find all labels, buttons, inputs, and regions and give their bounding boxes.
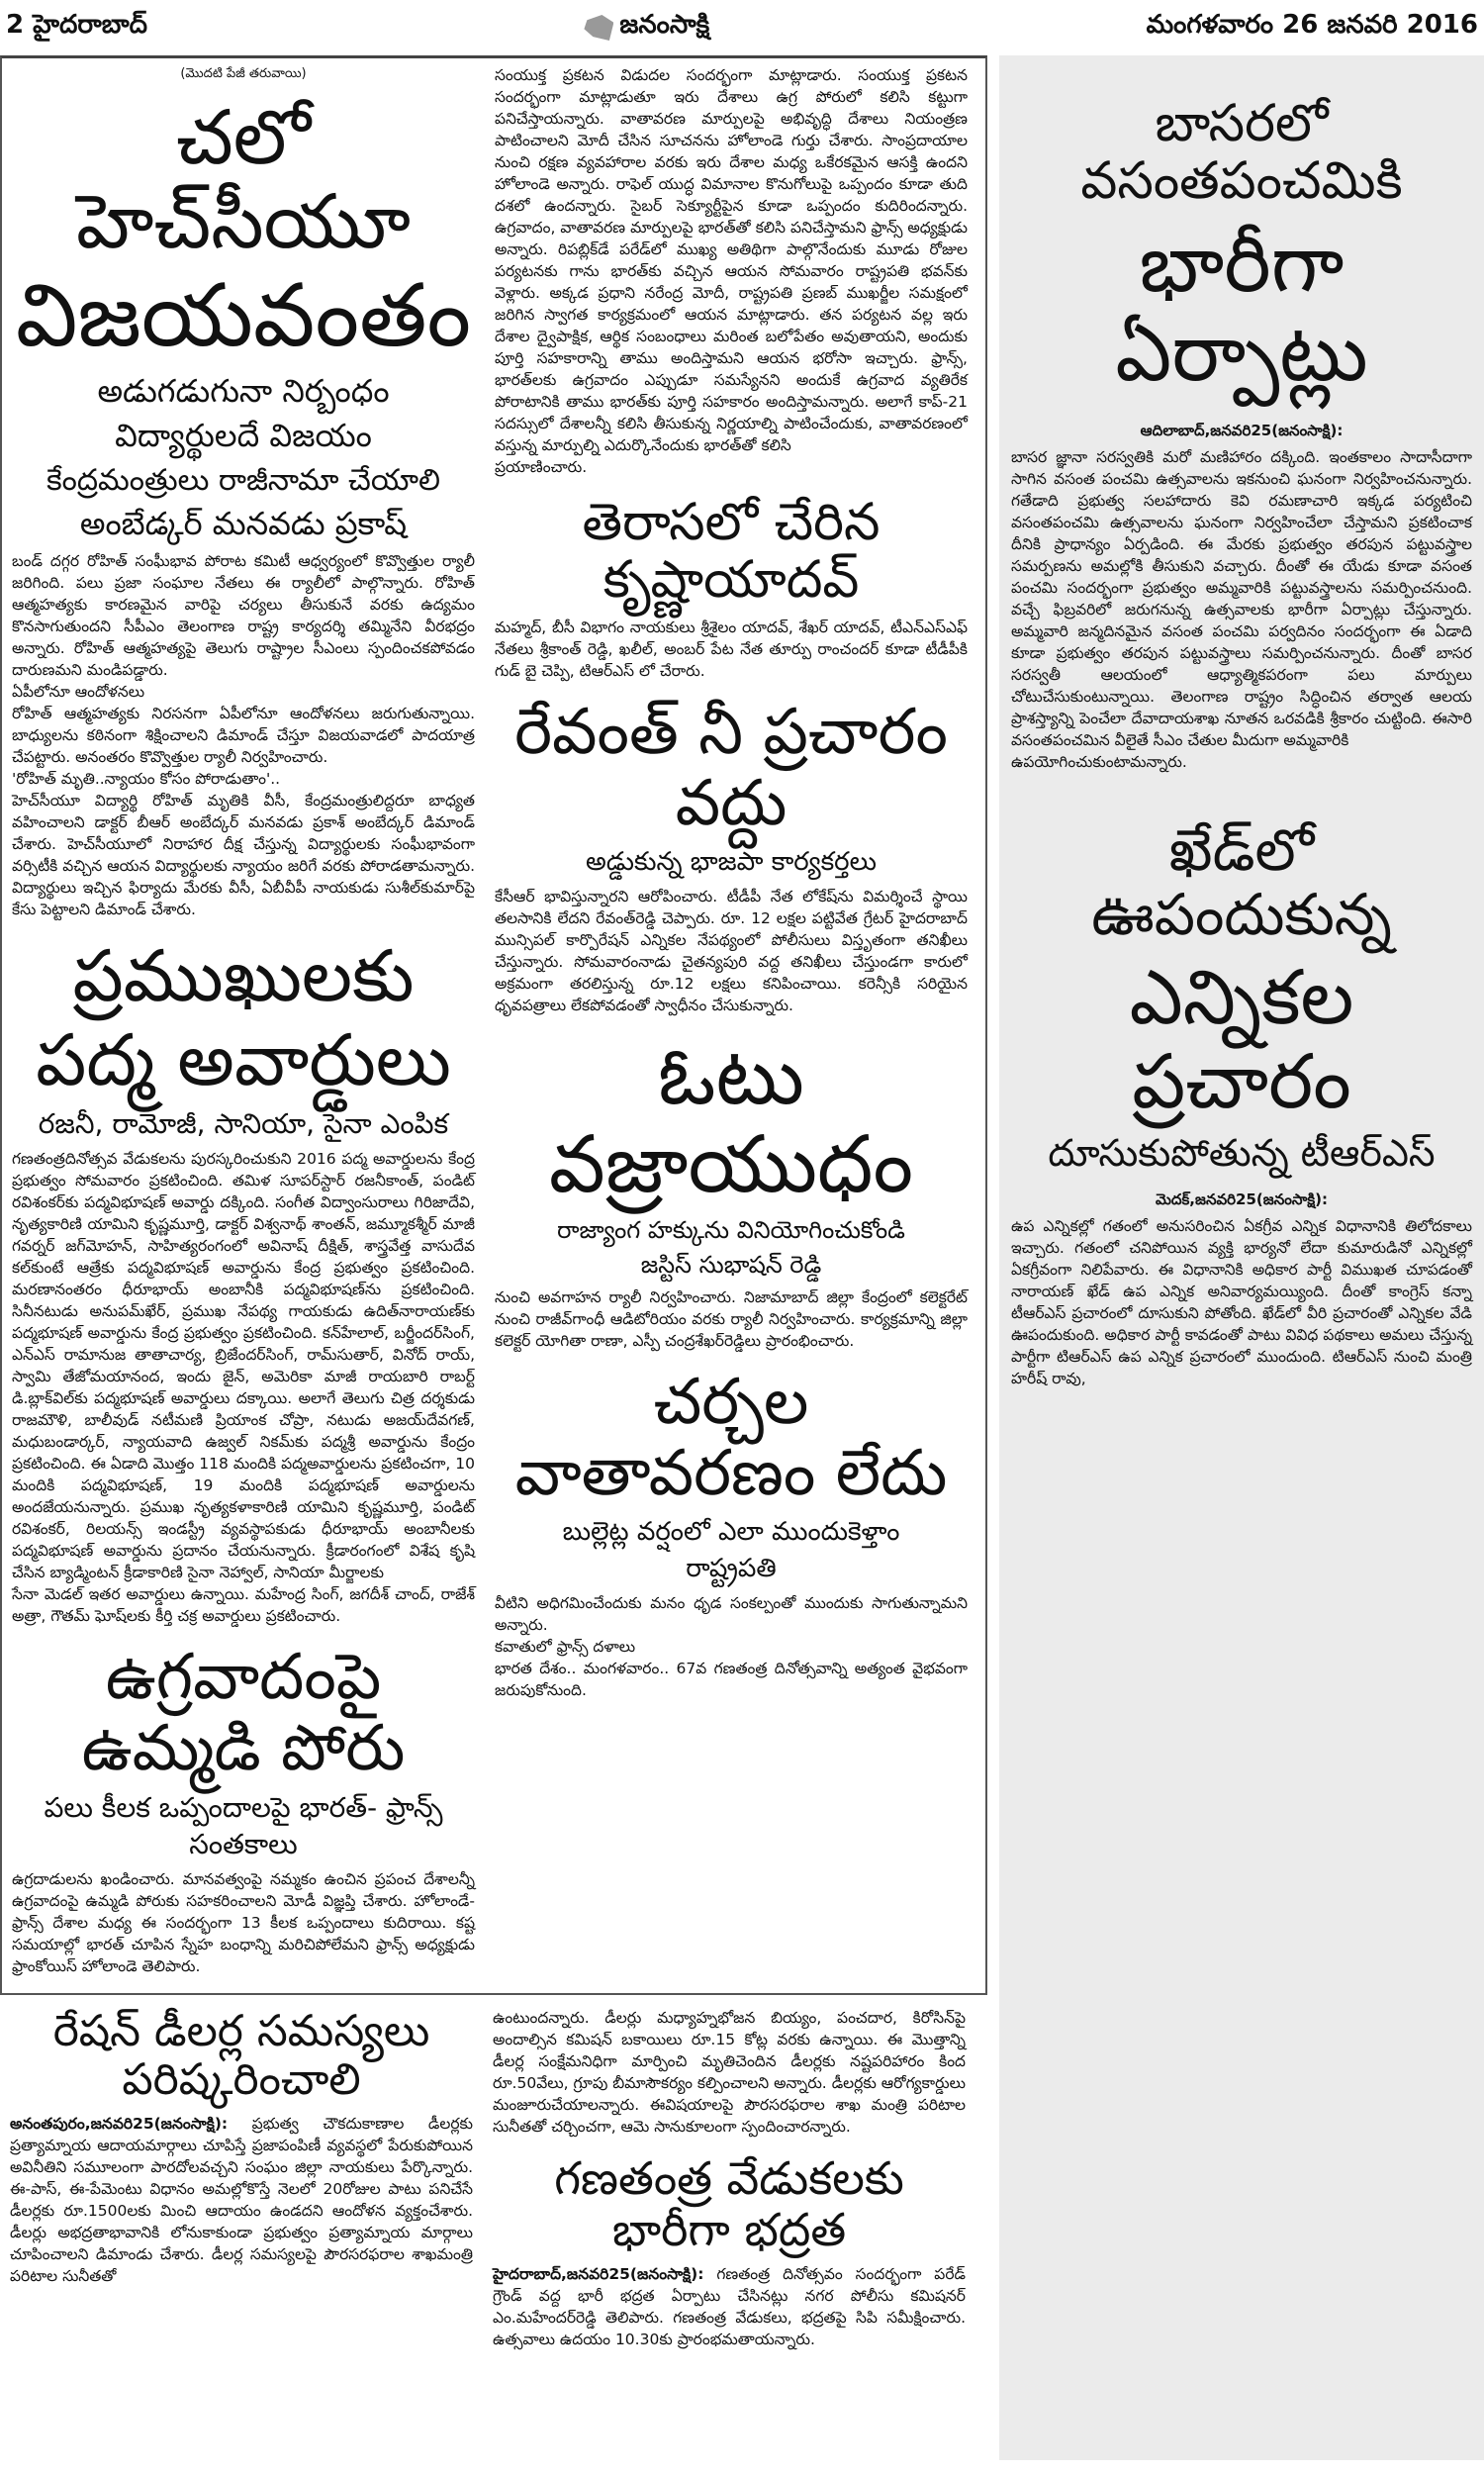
vote-subhead: రాజ్యాంగ హక్కును వినియోగించుకోండి <box>557 1215 905 1244</box>
page-edition <box>6 10 147 46</box>
krishna-body: మహ్మద్, బీసీ విభాగం నాయకులు శ్రీశైలం యాదవ్, శేఖర్ యాదవ్, టీఎన్ఎస్ఎఫ్ నేతలు శ్రీకాంత్ రెడ్డి, ఖలీల్, అంబర్ పేట నేత తూర్పు రాంచందర్ కూడా టీడీపీకి గుడ్ బై చెప్పి, టిఆర్ఎస్ లో చేరారు. <box>495 618 968 681</box>
paragraph: సంయుక్త ప్రకటన విడుదల సందర్భంగా మాట్లాడారు. సంయుక్త ప్రకటన సందర్భంగా మాట్లాడుతూ ఇరు దేశాలు ఉగ్ర పోరులో కలిసి కట్టుగా పనిచేస్తాయన్నారు. వాతావరణ మార్పులపై అభివృద్ధి దేశాలు నియంత్రణ పాటించాలని మోదీ చేసిన సూచనను హోలాండె గుర్తు చేశారు. సాంప్రదాయాల నుంచి రక్షణ వ్యవహారాల వరకు ఇరు దేశాల మధ్య ఒకేరకమైన ఆసక్తి ఉందని హోలాండె అన్నారు. రాఫెల్ యుద్ధ విమానాల కొనుగోలుపై ఒప్పందం కూడా తుది దశలో ఉందన్నారు. సైబర్ సెక్యూర్టీపైన కూడా ఒప్పందం కుదిరిందన్నారు. ఉగ్రవాదం, వాతావరణ మార్పులపై భారత్‌తో కలిసి పనిచేస్తామని ఫ్రాన్స్ అధ్యక్షుడు అన్నారు. రిపబ్లిక్‌డే పరేడ్‌లో ముఖ్య అతిథిగా పాల్గొనేందుకు మూడు రోజుల పర్యటనకు గాను భారత్‌కు వచ్చిన ఆయన సోమవారం రాష్ట్రపతి భవన్‌కు వెళ్లారు. అక్కడ ప్రధాని నరేంద్ర మోదీ, రాష్ట్రపతి ప్రణబ్ ముఖర్జీల సమక్షంలో జరిగిన స్వాగత కార్యక్రమంలో ఆయన మాట్లాడారు. తన పర్యటన వల్ల ఇరు దేశాల ద్వైపాక్షిక, ఆర్థిక సంబంధాలు మరింత బలోపేతం అవుతాయని, అందుకు పూర్తి సహకారాన్ని తాము అందిస్తామని ఆయన భరోసా ఇచ్చారు. ఫ్రాన్స్, భారత్‌లకు ఉగ్రవాదం ఎప్పుడూ సమస్యేనని అందుకే ఉగ్రవాద వ్యతిరేక పోరాటానికి తాము భారత్‌కు పూర్తి సహకారం అందిస్తామన్నారు. అలాగే కాప్-21 సదస్సులో దేశాలన్నీ కలిసి తీసుకున్న నిర్ణయాల్ని పాటించేందుకు, వాతావరణంలో వస్తున్న మార్పుల్ని ఎదుర్కొనేందుకు భారత్‌తో కలిసి <box>495 66 968 454</box>
khed-headline-2: ఎన్నికల ప్రచారం <box>1129 953 1354 1126</box>
hcu-subhead: అంబేడ్కర్ మనవడు ప్రకాష్ <box>79 504 408 542</box>
president-headline: చర్చల వాతావరణం లేదు <box>514 1366 948 1510</box>
paragraph: గణతంత్రదినోత్సవ వేడుకలను పురస్కరించుకుని 2016 పద్మ అవార్డులను కేంద్ర ప్రభుత్వం సోమవారం ప్రకటించింది. తమిళ సూపర్‌స్టార్ రజనీకాంత్, పండిట్ రవిశంకర్‌కు పద్మవిభూషణ్ అవార్డు దక్కింది. సంగీత విద్వాంసురాలు గిరిజాదేవి, నృత్యకారిణి యామిని కృష్ణమూర్తి, డాక్టర్ విశ్వనాథ్ శాంతన్, జమ్మూకశ్మీర్ మాజీ గవర్నర్ జగ్‌మోహన్, సాహిత్యరంగంలో అవినాష్ దీక్షిత్, శాస్త్రవేత్త వాసుదేవ కల్‌కుంటే ఆత్రేకు పద్మవిభూషణ్ అవార్డును కేంద్ర ప్రభుత్వం ప్రకటించింది. మరణానంతరం ధీరూభాయ్ అంబానీకి పద్మవిభూషణ్‌ను ప్రకటించింది. సినీనటుడు అనుపమ్‌ఖేర్, ప్రముఖ నేపథ్య గాయకుడు ఉదిత్‌నారాయణ్‌కు పద్మభూషణ్ అవార్డును కేంద్ర ప్రభుత్వం ప్రకటించింది. కన్‌హేలాల్, బర్జీందర్‌సింగ్, ఎన్ఎస్ రామానుజ తాతాచార్య, బ్రిజేందర్‌సింగ్, రామ్‌సుతార్, వినోద్ రాయ్, స్వామి తేజోమయానంద, ఇందు జైన్, అమెరికా మాజీ రాయబారి రాబర్ట్ డి.బ్లాక్‌విల్‌కు పద్మభూషణ్ అవార్డులు దక్కాయి. అలాగే తెలుగు చిత్ర దర్శకుడు రాజమౌళి, బాలీవుడ్ నటీమణి ప్రియాంక చోప్రా, నటుడు అజయ్‌దేవగణ్, మధుబండార్కర్, న్యాయవాది ఉజ్వల్ నికమ్‌కు పద్మశ్రీ అవార్డును కేంద్రం ప్రకటించింది. ఈ ఏడాది మొత్తం 118 మందికి పద్మఅవార్డులను ప్రకటించగా, 10 మందికి పద్మవిభూషణ్, 19 మందికి పద్మభూషణ్ అవార్డులను అందజేయనున్నారు. ప్రముఖ నృత్యకళాకారిణి యామిని కృష్ణమూర్తి, పండిట్ రవిశంకర్, రిలయన్స్ ఇండస్ట్రీ వ్యవస్థాపకుడు ధీరూభాయ్ అంబానీలకు పద్మవిభూషణ్ అవార్డును ప్రదానం చేయనున్నారు. క్రీడారంగంలో విశేష కృషి చేసిన బ్యాడ్మింటన్ క్రీడాకారిణి సైనా నెహ్వాల్, సానియా మీర్జాలకు <box>12 1150 475 1582</box>
paragraph: హెచ్‌సీయూ విద్యార్థి రోహిత్ మృతికి వీసీ, కేంద్రమంత్రులిద్దరూ బాధ్యత వహించాలని డాక్టర్ బీఆర్ అంబేద్కర్ మనవడు ప్రకాశ్ అంబేద్కర్ డిమాండ్ చేశారు. హెచ్‌సీయూలో నిరాహార దీక్ష చేస్తున్న విద్యార్థులకు సంఘీభావంగా వర్సిటీకి వచ్చిన ఆయన విద్యార్థులకు న్యాయం జరిగే వరకు పోరాడతామన్నారు. విద్యార్థులు ఇచ్చిన ఫిర్యాదు మేరకు వీసీ, ఏబీవీపీ నాయకుడు సుశీల్‌కుమార్‌పై కేసు పెట్టాలని డిమాండ్ చేశారు. <box>12 792 475 919</box>
right-panel <box>999 55 1484 2460</box>
padma-headline-2: పద్మ అవార్డులు <box>36 1018 451 1102</box>
crosshead: కవాతులో ఫ్రాన్స్ దళాలు <box>495 1638 636 1657</box>
hcu-subhead: కేంద్రమంత్రులు రాజీనామా చేయాలి <box>46 462 441 498</box>
paragraph: గణతంత్ర దినోత్సవం సందర్భంగా పరేడ్ గ్రౌండ్ వద్ద భారీ భద్రత ఏర్పాటు చేసినట్లు నగర పోలీసు కమిషనర్ ఎం.మహేందర్‌రెడ్డి తెలిపారు. గణతంత్ర వేడుకలు, భద్రతపై సిపి సమీక్షించారు. ఉత్సవాలు ఉదయం 10.30కు ప్రారంభమతాయన్నారు. <box>493 2265 966 2349</box>
bottom-section <box>0 1995 987 2356</box>
ration-dateline: అనంతపురం,జనవరి25(జనంసాక్షి): <box>10 2114 229 2133</box>
newspaper-logo <box>584 10 709 46</box>
krishna-headline: తెరాసలో చేరిన కృష్ణాయాదవ్ <box>582 493 881 611</box>
logo-text: జనంసాక్షి <box>619 10 710 40</box>
paragraph: బాసర జ్ఞానా సరస్వతికి మరో మణిహారం దక్కింది. ఇంతకాలం సాదాసీదాగా సాగిన వసంత పంచమి ఉత్సవాలను ఇకనుంచి ఘనంగా నిర్వహించనున్నారు. గతేడాది ప్రభుత్వ సలహాదారు కెవి రమణాచారి ఇక్కడ పర్యటించి వసంతపంచమి ఉత్సవాలను ఘనంగా నిర్వహించేలా చేస్తామని ప్రకటించాక దీనికి ప్రాధాన్యం ఏర్పడింది. ఈ మేరకు ప్రభుత్వం తరపున పట్టువస్త్రాల సమర్పణను అమల్లోకి తీసుకుని వచ్చారు. దీంతో ఈ యేడు కూడా వసంత పంచమి సందర్భంగా ప్రభుత్వం అమ్మవారికి పట్టువస్త్రాలను సమర్పించనుంది. వచ్చే ఫిబ్రవరిలో జరుగనున్న ఉత్సవాలకు భారీగా ఏర్పాట్లు చేస్తున్నారు. అమ్మవారి జన్మదినమైన వసంత పంచమి పర్వదినం సందర్భంగా ఈ ఏడాది కూడా ప్రభుత్వం తరపున పట్టువస్త్రాలు సమర్పించనున్నారు. దీంతో బాసర సరస్వతీ ఆలయంలో ఆధ్యాత్మికపరంగా పలు మార్పులు చోటుచేసుకుంటున్నాయి. తెలంగాణ రాష్ట్రం సిద్ధించిన తర్వాత ఆలయ ప్రాశస్త్యాన్ని పెంచేలా దేవాదాయశాఖ నూతన ఒరవడికి శ్రీకారం చుట్టింది. ఈసారి వసంతపంచమిన వీలైతే సీఎం చేతుల మీదుగా అమ్మవారికి <box>1011 448 1472 750</box>
hcu-headline-2: విజయవంతం <box>15 264 472 367</box>
main-story-box <box>0 55 987 1995</box>
hcu-subhead: అడుగడుగునా నిర్బంధం <box>97 371 390 410</box>
revanth-headline: రేవంత్ నీ ప్రచారం వద్దు <box>514 696 948 841</box>
paragraph: సేనా మెడల్ ఇతర అవార్డులు ఉన్నాయి. మహేంద్ర సింగ్, జగదీశ్ చాంద్, రాజేశ్ అత్రా, గౌతమ్ ఘోష్‌లకు కీర్తి చక్ర అవార్డులు ప్రకటించారు. <box>12 1585 475 1626</box>
republic-dateline: హైదరాబాద్,జనవరి25(జనంసాక్షి): <box>493 2265 704 2284</box>
hcu-headline: చలో హెచ్‌సీయూ <box>75 92 412 265</box>
basara-headline: బాసరలో వసంతపంచమికి <box>1080 94 1403 212</box>
basara-body <box>1011 446 1472 773</box>
paragraph: వీటిని అధిగమించేందుకు మనం ధృడ సంకల్పంతో ముందుకు సాగుతున్నామని అన్నారు. <box>495 1594 968 1635</box>
ration-body <box>10 2113 473 2287</box>
khed-headline: ఖేడ్‌లో ఊపందుకున్న <box>1091 816 1392 949</box>
vote-body: నుంచి అవగాహన ర్యాలీ నిర్వహించారు. నిజామాబాద్ జిల్లా కేంద్రంలో కలెక్టరేట్ నుంచి రాజీవ్‌గాంధీ ఆడిటోరియం వరకు ర్యాలీ నిర్వహించారు. కార్యక్రమాన్ని జిల్లా కలెక్టర్ యోగితా రాణా, ఎస్పీ చంద్రశేఖర్‌రెడ్డిలు ప్రారంభించారు. <box>495 1288 968 1351</box>
president-body <box>495 1592 968 1701</box>
page-number: 2 <box>6 10 25 40</box>
revanth-body: కేసీఆర్ భావిస్తున్నారని ఆరోపించారు. టీడీపీ నేత లోకేష్‌ను విమర్శించే స్థాయి తలసానికి లేదని రేవంత్‌రెడ్డి చెప్పారు. రూ. 12 లక్షల పట్టివేత గ్రేటర్ హైదరాబాద్ మున్సిపల్ కార్పొరేషన్ ఎన్నికల నేపథ్యంలో పోలీసులు విస్తృతంగా తనిఖీలు చేస్తున్నారు. సోమవారంనాడు చైతన్యపురి వద్ద తనిఖీలు చేస్తుండగా కారులో అక్రమంగా తరలిస్తున్న రూ.12 లక్షలు కనిపించాయి. కరెన్సీకి సరియైన ధృవపత్రాలు లేకపోవడంతో స్వాధీనం చేసుకున్నారు. <box>495 887 968 1014</box>
page-body <box>0 55 1484 2460</box>
crosshead: 'రోహిత్ మృతి..న్యాయం కోసం పోరాడుతాం'.. <box>12 770 281 789</box>
hcu-body <box>12 550 475 920</box>
republic-body <box>493 2263 966 2350</box>
middle-bottom <box>493 2007 966 2356</box>
ration-body-continued: ఉంటుందన్నారు. డీలర్లు మధ్యాహ్నభోజన బియ్యం, పంచదార, కిరోసిన్‌పై అందాల్సిన కమిషన్ బకాయిలు రూ.15 కోట్ల వరకు ఉన్నాయి. ఈ మొత్తాన్ని డీలర్ల సంక్షేమనిధిగా మార్పించి మృతిచెందిన డీలర్లకు నష్టపరిహారం కింద రూ.50వేలు, గ్రూపు బీమాసౌకర్యం కల్పించాలని అన్నారు. డీలర్లకు ఆరోగ్యకార్డులు మంజూరుచేయాలన్నారు. ఈవిషయాలపై పౌరసరఫరాల శాఖ మంత్రి పరిటాల సునీతతో చర్చించగా, ఆమె సానుకూలంగా స్పందించారన్నారు. <box>493 2009 966 2137</box>
khed-dateline: మెదక్,జనవరి25(జనంసాక్షి): <box>1155 1189 1329 1208</box>
terror-headline: ఉగ్రవాదంపై ఉమ్మడి పోరు <box>81 1641 406 1785</box>
padma-body <box>12 1148 475 1627</box>
terror-subhead: పలు కీలక ఒప్పందాలపై భారత్- ఫ్రాన్స్ సంతకాలు <box>44 1791 443 1860</box>
ration-headline: రేషన్ డీలర్ల సమస్యలు పరిష్కరించాలి <box>52 2006 430 2106</box>
vote-byline: జస్టిస్ సుభాషన్ రెడ్డి <box>640 1250 822 1279</box>
left-column <box>12 64 475 1983</box>
middle-column <box>495 64 968 1983</box>
president-subhead: బుల్లెట్ల వర్షంలో ఎలా ముందుకెళ్తాం <box>562 1516 900 1547</box>
khed-body: ఉప ఎన్నికల్లో గతంలో అనుసరించిన ఏకగ్రీవ ఎన్నిక విధానానికి తిలోదకాలు ఇచ్చారు. గతంలో చనిపోయిన వ్యక్తి భార్యనో లేదా కుమారుడినో ఎన్నికల్లో ఏకగ్రీవంగా నిలిపేవారు. ఈ విధానానికి అధికార పార్టీ విముఖత చూపడంతో నారాయణ్ ఖేడ్ ఉప ఎన్నిక అనివార్యమయ్యింది. దీంతో కాంగ్రెస్ కన్నా టీఆర్ఎస్ ప్రచారంలో దూసుకుని పోతోంది. ఖేడ్‌లో వీరి ప్రచారంతో ఎన్నికల వేడి ఊపందుకుంది. అధికార పార్టీ కావడంతో పాటు వివిధ పథకాలు అమలు చేస్తున్న పార్టీగా టిఆర్ఎస్ ఉప ఎన్నిక ప్రచారంలో ముందుంది. టిఆర్ఎస్ నుంచి మంత్రి హరీష్ రావు, <box>1011 1217 1472 1388</box>
crosshead: ఏపీలోనూ ఆందోళనలు <box>12 683 145 702</box>
paragraph: ఉపయోగించుకుంటామన్నారు. <box>1011 753 1187 772</box>
terror-body: ఉగ్రదాడులను ఖండించారు. మానవత్వంపై నమ్మకం ఉంచిన ప్రపంచ దేశాలన్నీ ఉగ్రవాదంపై ఉమ్మడి పోరుకు సహకరించాలని మోడీ విజ్ఞప్తి చేశారు. హోలాండే-ఫ్రాన్స్ దేశాల మధ్య ఈ సందర్భంగా 13 కీలక ఒప్పందాలు కుదిరాయి. కష్ట సమయాల్లో భారత్ చూపిన స్నేహ బంధాన్ని మరిచిపోలేమని ఫ్రాన్స్ అధ్యక్షుడు ఫ్రాంకోయిస్ హోలాండె తెలిపారు. <box>12 1870 475 1976</box>
paragraph: భారత దేశం.. మంగళవారం.. 67వ గణతంత్ర దినోత్సవాన్ని అత్యంత వైభవంగా జరుపుకోనుంది. <box>495 1660 968 1700</box>
khed-subhead: దూసుకుపోతున్న టీఆర్ఎస్ <box>1048 1131 1436 1176</box>
hcu-subhead: విద్యార్థులదే విజయం <box>115 417 372 455</box>
paragraph: ప్రభుత్వ చౌకదుకాణాల డీలర్లకు ప్రత్యామ్నాయ ఆదాయమార్గాలు చూపిస్తే ప్రజాపంపిణీ వ్యవస్థలో పేరుకుపోయిన అవినీతిని సమూలంగా పారదోలవచ్చని సంఘం జిల్లా నాయకులు పేర్కొన్నారు. ఈ-పాస్, ఈ-పేమెంటు విధానం అమల్లోకొస్తే నెలలో 20రోజుల పాటు పనిచేసే డీలర్లకు రూ.1500లకు మించి ఆదాయం ఉండదని ఆందోళన వ్యక్తంచేశారు. డీలర్లు అభద్రతాభావానికి లోనుకాకుండా ప్రభుత్వం ప్రత్యామ్నాయ మార్గాలు చూపించాలని డిమాండు చేశారు. డీలర్ల సమస్యలపై పౌరసరఫరాల శాఖమంత్రి పరిటాల సునీతతో <box>10 2114 473 2285</box>
basara-headline-2: భారీగా ఏర్పాట్లు <box>1115 218 1368 400</box>
paragraph: రోహిత్ ఆత్మహత్యకు నిరసనగా ఏపీలోనూ ఆందోళనలు జరుగుతున్నాయి. బాధ్యులను కఠినంగా శిక్షించాలని డిమాండ్ చేస్తూ విజయవాడలో పాదయాత్ర చేపట్టారు. అనంతరం కొవ్వొత్తుల ర్యాలీ నిర్వహించారు. <box>12 705 475 767</box>
padma-subhead: రజనీ, రామోజీ, సానియా, సైనా ఎంపిక <box>38 1106 449 1140</box>
continued-kicker: (మొదటి పేజీ తరువాయి) <box>180 66 307 81</box>
edition-name: హైదరాబాద్ <box>33 10 147 40</box>
masthead <box>0 0 1484 55</box>
republic-headline: గణతంత్ర వేడుకలకు భారీగా భద్రత <box>554 2151 904 2256</box>
vote-headline: ఓటు వజ్రాయుధం <box>548 1029 914 1211</box>
ration-story <box>10 2007 473 2356</box>
left-part <box>0 55 987 2356</box>
paragraph: ప్రయాణించారు. <box>495 458 588 476</box>
revanth-subhead: అడ్డుకున్న భాజపా కార్యకర్తలు <box>585 846 878 877</box>
padma-headline: ప్రముఖులకు <box>72 934 415 1018</box>
paragraph: బండ్ దగ్గర రోహిత్ సంఘీభావ పోరాట కమిటీ ఆధ్వర్యంలో కొవ్వొత్తుల ర్యాలీ జరిగింది. పలు ప్రజా సంఘాల నేతలు ఈ ర్యాలీలో పాల్గొన్నారు. రోహిత్ ఆత్మహత్యకు కారణమైన వారిపై చర్యలు తీసుకునే వరకు ఉద్యమం కొనసాగుతుందని సీపీఎం తెలంగాణ రాష్ట్ర కార్యదర్శి తమ్మినేని వీరభద్రం అన్నారు. రోహిత్ ఆత్మహత్యపై తెలుగు రాష్ట్రాల సీఎంలు స్పందించకపోవడం దారుణమని మండిపడ్డారు. <box>12 552 475 680</box>
basara-dateline: ఆదిలాబాద్,జనవరి25(జనంసాక్షి): <box>1140 421 1344 439</box>
president-byline: రాష్ట్రపతి <box>686 1554 777 1584</box>
telangana-map-icon <box>584 15 613 41</box>
france-continued-body <box>495 64 968 478</box>
issue-date: మంగళవారం 26 జనవరి 2016 <box>1146 10 1478 40</box>
